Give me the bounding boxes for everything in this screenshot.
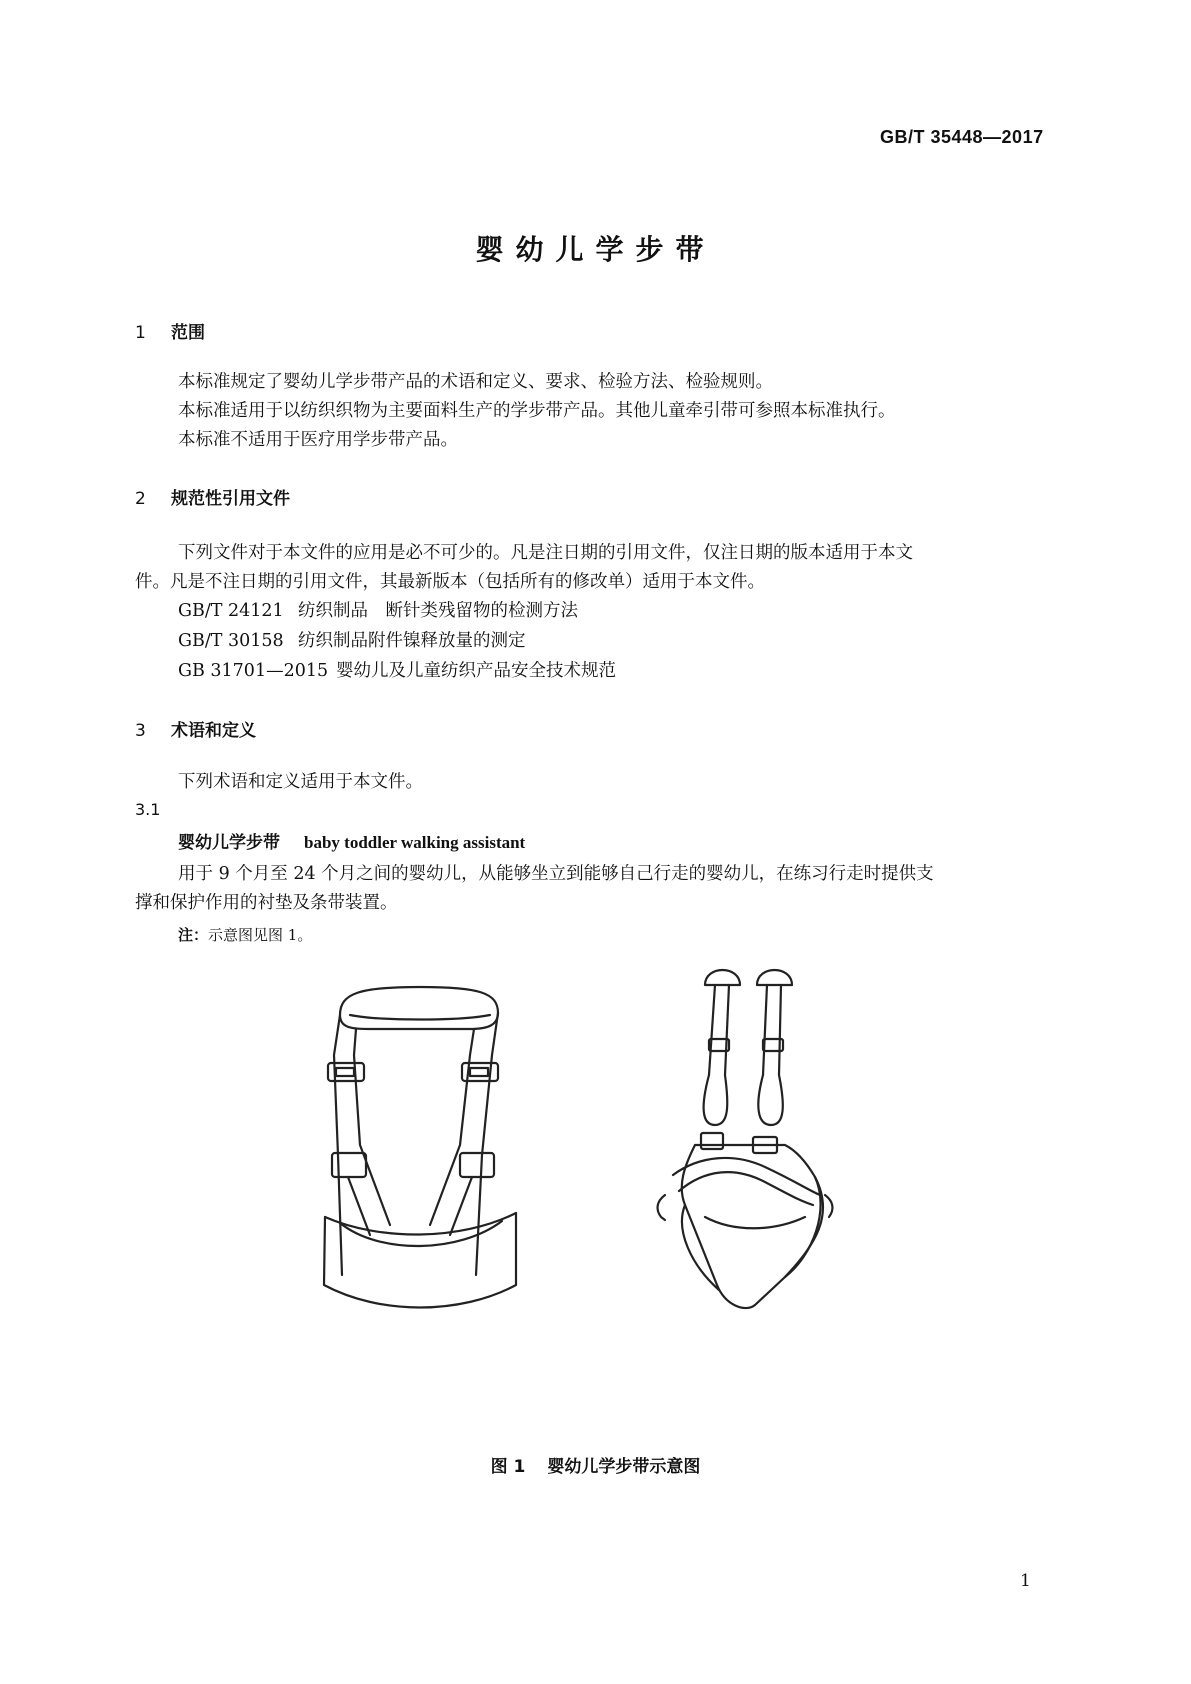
note-text: 示意图见图 1。 xyxy=(208,926,313,944)
reference-item xyxy=(178,656,616,686)
reference-code: GB/T 30158 xyxy=(178,631,284,651)
reference-item xyxy=(178,596,578,626)
section-title: 术语和定义 xyxy=(171,721,256,741)
term-chinese: 婴幼儿学步带 xyxy=(178,833,280,853)
reference-title: 纺织制品 断针类残留物的检测方法 xyxy=(298,601,578,621)
paragraph: 下列文件对于本文件的应用是必不可少的。凡是注日期的引用文件，仅注日期的版本适用于本文 xyxy=(178,543,913,563)
term-entry xyxy=(178,828,525,853)
paragraph: 下列术语和定义适用于本文件。 xyxy=(178,772,423,792)
reference-title: 婴幼儿及儿童纺织产品安全技术规范 xyxy=(336,661,616,681)
standard-code: GB/T 35448—2017 xyxy=(880,127,1044,147)
reference-item xyxy=(178,626,526,656)
walking-assistant-back-illustration xyxy=(645,955,865,1330)
section-2-heading xyxy=(135,484,290,509)
paragraph: 本标准不适用于医疗用学步带产品。 xyxy=(178,430,458,450)
walking-assistant-front-illustration xyxy=(320,985,520,1325)
term-english: baby toddler walking assistant xyxy=(304,833,526,852)
paragraph: 件。凡是不注日期的引用文件，其最新版本（包括所有的修改单）适用于本文件。 xyxy=(135,572,765,592)
note xyxy=(178,924,312,945)
section-1-heading xyxy=(135,318,205,343)
figure-caption-text: 婴幼儿学步带示意图 xyxy=(547,1457,701,1477)
definition: 撑和保护作用的衬垫及条带装置。 xyxy=(135,893,398,913)
section-title: 范围 xyxy=(171,323,205,343)
term-number: 3.1 xyxy=(135,800,161,819)
note-label: 注： xyxy=(178,926,209,944)
reference-code: GB/T 24121 xyxy=(178,601,284,621)
paragraph: 本标准规定了婴幼儿学步带产品的术语和定义、要求、检验方法、检验规则。 xyxy=(178,372,773,392)
section-3-heading xyxy=(135,716,256,741)
reference-code: GB 31701—2015 xyxy=(178,661,329,681)
page-number: 1 xyxy=(1020,1571,1031,1591)
figure-label: 图 1 xyxy=(490,1457,526,1477)
definition: 用于 9 个月至 24 个月之间的婴幼儿，从能够坐立到能够自己行走的婴幼儿，在练习行走时提供支 xyxy=(178,864,934,884)
section-title: 规范性引用文件 xyxy=(171,489,290,509)
section-number: 3 xyxy=(135,721,146,741)
document-title: 婴幼儿学步带 xyxy=(475,233,716,266)
section-number: 2 xyxy=(135,489,146,509)
figure-caption xyxy=(0,1452,1191,1477)
section-number: 1 xyxy=(135,323,146,343)
paragraph: 本标准适用于以纺织织物为主要面料生产的学步带产品。其他儿童牵引带可参照本标准执行。 xyxy=(178,401,896,421)
reference-title: 纺织制品附件镍释放量的测定 xyxy=(298,631,526,651)
